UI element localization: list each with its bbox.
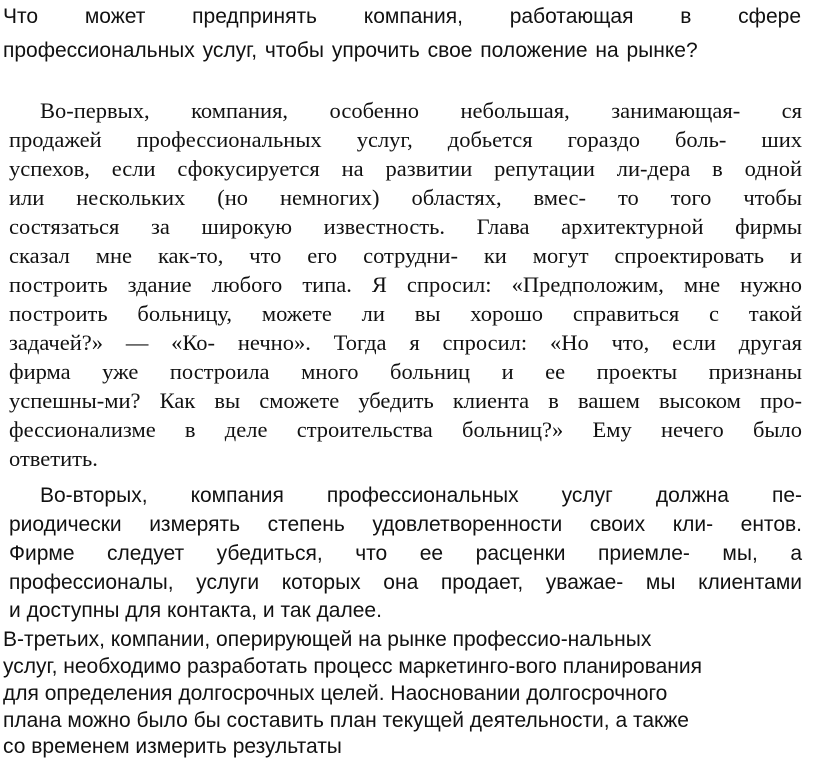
paragraph-2-line: профессионалы, услуги которых она продает, уважае- мы клиентами xyxy=(9,571,802,594)
paragraph-1-line: успешны-ми? Как вы сможете убедить клиента в вашем высоком про- xyxy=(9,388,802,413)
paragraph-1-line: или нескольких (но немногих) областях, вмес- то того чтобы xyxy=(9,185,802,210)
paragraph-1-line: фирма уже построила много больниц и ее проекты признаны xyxy=(9,359,802,384)
paragraph-3-line: со временем измерить результаты xyxy=(3,735,342,758)
paragraph-3-line: для определения долгосрочных целей. Наосновании долгосрочного xyxy=(3,682,668,705)
paragraph-2-line: Фирме следует убедиться, что ее расценки приемле- мы, а xyxy=(9,542,802,565)
paragraph-3-line: услуг, необходимо разработать процесс маркетинго-вого планирования xyxy=(3,655,702,678)
paragraph-2-line: Во-вторых, компания профессиональных услуг должна пе- xyxy=(40,484,802,507)
paragraph-1-line: фессионализме в деле строительства больниц?» Ему нечего было xyxy=(9,417,802,442)
paragraph-1-line: продажей профессиональных услуг, добьется гораздо боль- ших xyxy=(9,127,802,152)
paragraph-1-line: сказал мне как-то, что его сотрудни- ки могут спроектировать и xyxy=(9,243,802,268)
question-line-2: профессиональных услуг, чтобы упрочить свое положение на рынке? xyxy=(3,39,698,62)
paragraph-1-line: Во-первых, компания, особенно небольшая, занимающая- ся xyxy=(40,98,802,123)
paragraph-3-line: плана можно было бы составить план текущей деятельности, а также xyxy=(3,709,689,732)
paragraph-1-line: построить здание любого типа. Я спросил: «Предположим, мне нужно xyxy=(9,272,802,297)
paragraph-1-line: состязаться за широкую известность. Глава архитектурной фирмы xyxy=(9,214,802,239)
paragraph-1-line: задачей?» — «Ко- нечно». Тогда я спросил: «Но что, если другая xyxy=(9,330,802,355)
paragraph-1-line: построить больницу, можете ли вы хорошо справиться с такой xyxy=(9,301,802,326)
paragraph-1-line: ответить. xyxy=(9,446,98,471)
paragraph-2-line: риодически измерять степень удовлетворенности своих кли- ентов. xyxy=(9,513,802,536)
question-line-1: Что может предпринять компания, работающая в сфере xyxy=(3,5,801,28)
paragraph-3-line: В-третьих, компании, оперирующей на рынке профессио-нальных xyxy=(3,628,652,651)
paragraph-1-line: успехов, если сфокусируется на развитии репутации ли-дера в одной xyxy=(9,156,802,181)
paragraph-2-line: и доступны для контакта, и так далее. xyxy=(9,599,382,622)
